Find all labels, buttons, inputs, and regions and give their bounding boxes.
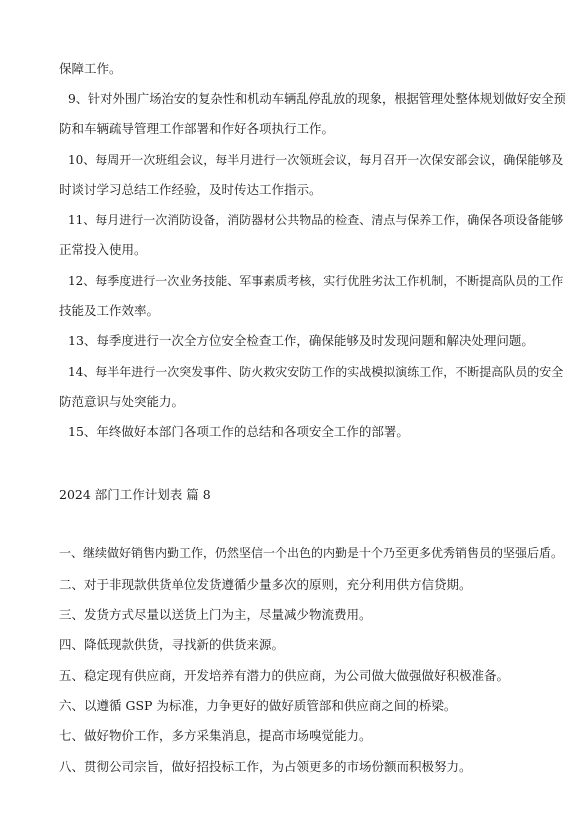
list-item: 三、发货方式尽量以送货上门为主，尽量减少物流费用。 — [59, 607, 372, 622]
paragraph-line: 15、年终做好本部门各项工作的总结和各项安全工作的部署。 — [68, 424, 409, 439]
list-item: 四、降低现款供货，寻找新的供货来源。 — [59, 637, 285, 652]
paragraph-line: 正常投入使用。 — [59, 242, 147, 257]
paragraph-line: 保障工作。 — [59, 61, 122, 76]
paragraph-line: 11、每月进行一次消防设备，消防器材公共物品的检查、清点与保养工作，确保各项设备能够 — [68, 213, 564, 227]
list-item: 一、继续做好销售内勤工作，仍然坚信一个出色的内勤是十个乃至更多优秀销售员的坚强后盾。 — [59, 546, 564, 560]
list-item: 二、对于非现款供货单位发货遵循少量多次的原则，充分利用供方信贷期。 — [59, 577, 472, 592]
paragraph-line: 9、针对外围广场治安的复杂性和机动车辆乱停乱放的现象，根据管理处整体规划做好安全预 — [68, 92, 566, 106]
paragraph-line: 防和车辆疏导管理工作部署和作好各项执行工作。 — [59, 121, 335, 136]
section-heading: 2024 部门工作计划表 篇 8 — [59, 487, 211, 502]
paragraph-line: 13、每季度进行一次全方位安全检查工作，确保能够及时发现问题和解决处理问题。 — [68, 333, 534, 348]
list-item: 五、稳定现有供应商，开发培养有潜力的供应商，为公司做大做强做好积极准备。 — [59, 668, 510, 683]
list-item: 六、以遵循 GSP 为标准，力争更好的做好质管部和供应商之间的桥梁。 — [59, 698, 457, 713]
paragraph-line: 10、每周开一次班组会议，每半月进行一次领班会议，每月召开一次保安部会议，确保能够及 — [68, 153, 564, 167]
paragraph-line: 12、每季度进行一次业务技能、军事素质考核，实行优胜劣汰工作机制，不断提高队员的工作 — [68, 274, 564, 288]
paragraph-line: 14、每半年进行一次突发事件、防火救灾安防工作的实战模拟演练工作，不断提高队员的安全 — [68, 365, 564, 379]
list-item: 七、做好物价工作，多方采集消息，提高市场嗅觉能力。 — [59, 728, 372, 743]
list-item: 八、贯彻公司宗旨，做好招投标工作，为占领更多的市场份额而积极努力。 — [59, 759, 472, 774]
paragraph-line: 防范意识与处突能力。 — [59, 394, 185, 409]
paragraph-line: 技能及工作效率。 — [59, 303, 160, 318]
paragraph-line: 时谈讨学习总结工作经验，及时传达工作指示。 — [59, 182, 322, 197]
